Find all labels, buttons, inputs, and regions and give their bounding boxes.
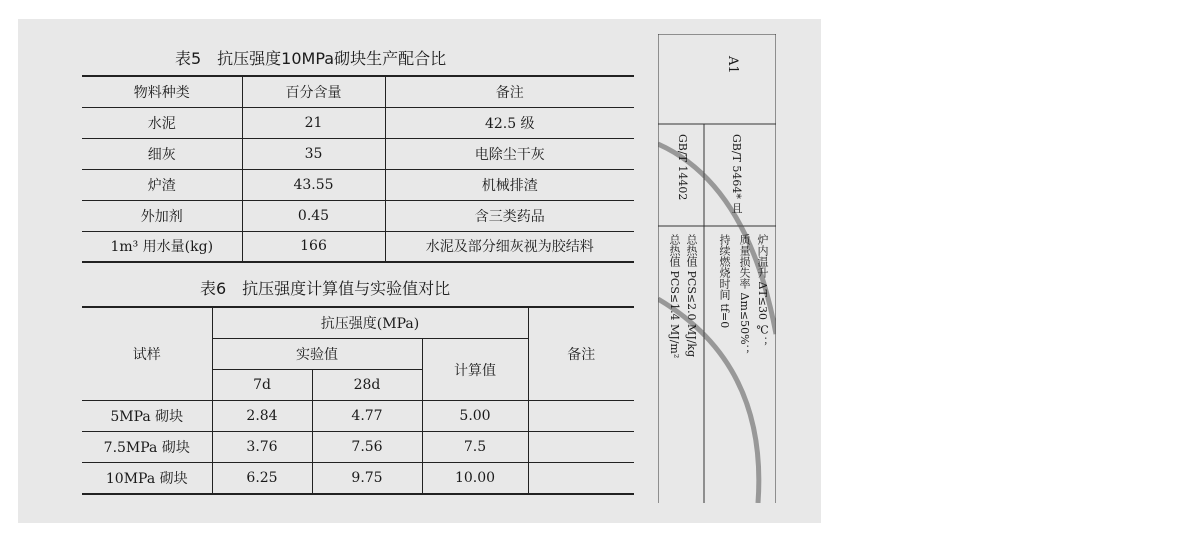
table6 (82, 306, 634, 495)
table-cell: 4.77 (312, 401, 422, 432)
table-cell: 10.00 (422, 463, 528, 495)
table-cell: 外加剂 (82, 200, 242, 231)
table-cell: 电除尘干灰 (385, 138, 634, 169)
table-cell: 42.5 级 (385, 107, 634, 138)
header-cell: 备注 (385, 76, 634, 107)
table-cell: 2.84 (212, 401, 312, 432)
table-cell (528, 463, 634, 495)
table-cell: 水泥及部分细灰视为胶结料 (385, 231, 634, 262)
table-cell: 35 (242, 138, 385, 169)
table-cell: 0.45 (242, 200, 385, 231)
table-row (82, 169, 634, 200)
table-cell: 10MPa 砌块 (82, 463, 212, 495)
rotated-standards-panel (658, 34, 776, 503)
table-cell: 21 (242, 107, 385, 138)
table-cell: 7.5MPa 砌块 (82, 432, 212, 463)
table-cell: 1m³ 用水量(kg) (82, 231, 242, 262)
table-cell: 3.76 (212, 432, 312, 463)
table-row (82, 107, 634, 138)
table6-caption: 表6 抗压强度计算值与实验值对比 (200, 279, 451, 298)
header-cell: 试样 (82, 307, 212, 401)
table-row (82, 231, 634, 262)
table-cell: 含三类药品 (385, 200, 634, 231)
table-cell (528, 432, 634, 463)
table-cell: 6.25 (212, 463, 312, 495)
criterion-text: 质量损失率 Δm≤50%； (738, 234, 751, 356)
criterion-text: 持续燃烧时间 tf=0 (718, 234, 731, 329)
table-row (82, 432, 634, 463)
table-header-row (82, 76, 634, 107)
table-row (82, 200, 634, 231)
standard-label: GB/T 5464* 且 (730, 134, 743, 214)
header-cell: 抗压强度(MPa) (212, 307, 528, 339)
header-cell: 实验值 (212, 339, 422, 370)
header-cell: 计算值 (422, 339, 528, 401)
standard-label: GB/T 14402 (676, 134, 689, 201)
table-cell: 7.56 (312, 432, 422, 463)
table-row (82, 138, 634, 169)
header-cell: 28d (312, 370, 422, 401)
grade-label: A1 (725, 56, 740, 74)
table-cell: 机械排渣 (385, 169, 634, 200)
table-header-row (82, 307, 634, 339)
header-cell: 百分含量 (242, 76, 385, 107)
header-cell: 物料种类 (82, 76, 242, 107)
table-cell (528, 401, 634, 432)
table-row (82, 401, 634, 432)
table5 (82, 75, 634, 263)
table-cell: 5MPa 砌块 (82, 401, 212, 432)
table-cell: 7.5 (422, 432, 528, 463)
header-cell: 备注 (528, 307, 634, 401)
table-cell: 5.00 (422, 401, 528, 432)
criterion-text: 总热值 PCS≤1.4 MJ/m² (668, 234, 681, 359)
header-cell: 7d (212, 370, 312, 401)
table5-caption: 表5 抗压强度10MPa砌块生产配合比 (175, 49, 447, 68)
table-row (82, 463, 634, 495)
criterion-text: 总热值 PCS≤2.0 MJ/kg (685, 234, 698, 358)
table-cell: 9.75 (312, 463, 422, 495)
table-cell: 炉渣 (82, 169, 242, 200)
table-cell: 43.55 (242, 169, 385, 200)
criterion-text: 炉内温升 ΔT≤30 ℃； (756, 234, 769, 348)
table-cell: 水泥 (82, 107, 242, 138)
table-cell: 166 (242, 231, 385, 262)
table-cell: 细灰 (82, 138, 242, 169)
